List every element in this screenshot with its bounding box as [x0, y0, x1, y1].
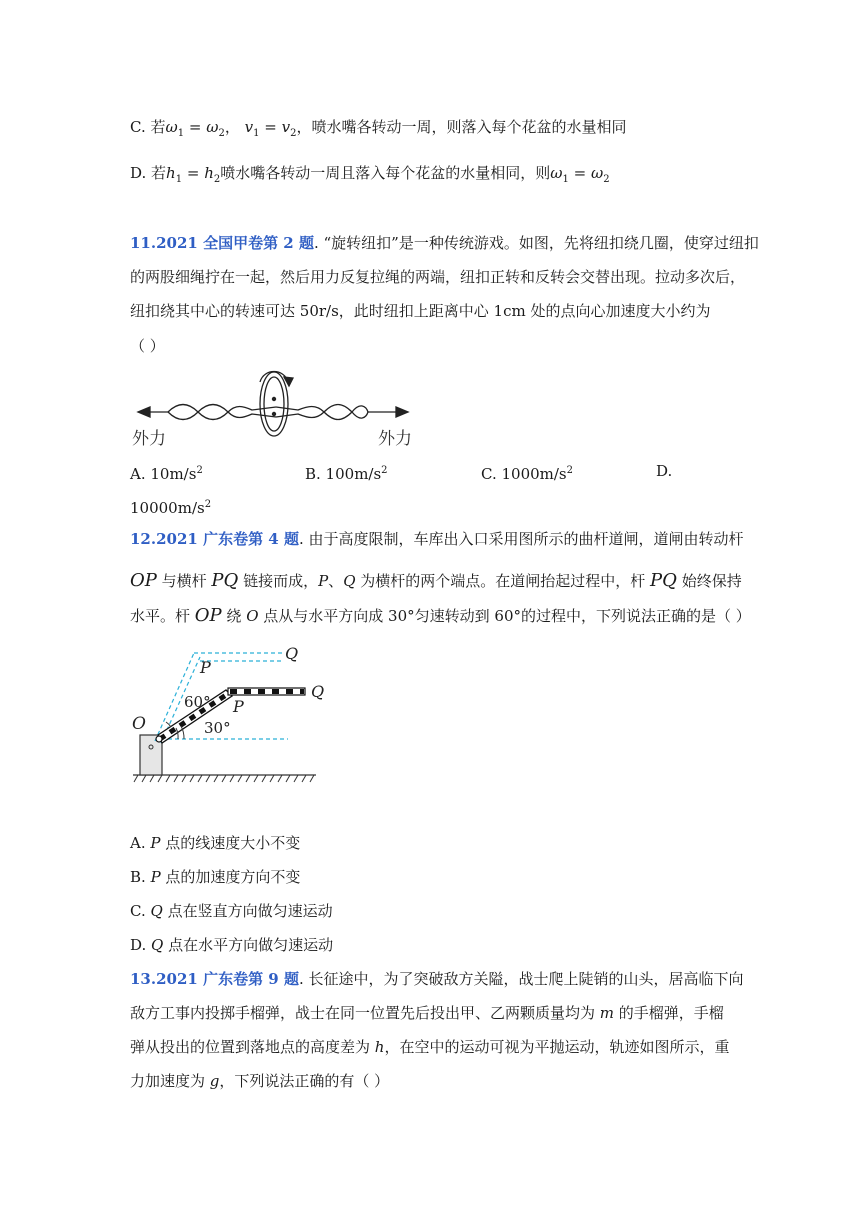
q13-line-2: 敌方工事内投掷手榴弹，战士在同一位置先后投出甲、乙两颗质量均为 m 的手榴弹，手榴: [130, 1004, 724, 1022]
q11-button-figure: [128, 362, 428, 452]
q12-fig-angle-30: 30°: [204, 719, 231, 737]
q11-fig-right-label: 外力: [378, 429, 412, 449]
q12-option-b: B. P 点的加速度方向不变: [130, 868, 301, 886]
q12-line-3: 水平。杆 OP 绕 O 点从与水平方向成 30°匀速转动到 60°的过程中，下列说法正确的是（ ）: [130, 605, 751, 626]
q11-option-d: D.: [656, 462, 673, 480]
q11-option-d-cont: $10000m/s^2$: [130, 499, 212, 517]
q12-gate-figure: [128, 635, 328, 785]
q10-option-d: D. 若$h_1 = h_2$喷水嘴各转动一周且落入每个花盆的水量相同，则$\omega_1 = \omega_2$: [130, 164, 610, 185]
q12-fig-label-p2: P: [233, 697, 244, 716]
q12-line-1: 12.2021 广东卷第 4 题. 由于高度限制，车库出入口采用图所示的曲杆道闸，道闸由转动杆: [130, 530, 744, 548]
q11-option-b: B. $100m/s^2$: [305, 465, 388, 483]
q11-option-a: A. $10m/s^2$: [130, 465, 203, 483]
q11-line-1: 11.2021 全国甲卷第 2 题. “旋转纽扣”是一种传统游戏。如图，先将纽扣绕几圈，使穿过纽扣: [130, 234, 759, 252]
q13-line-1: 13.2021 广东卷第 9 题. 长征途中，为了突破敌方关隘，战士爬上陡销的山头，居高临下向: [130, 970, 744, 988]
q11-option-c: C. $1000m/s^2$: [481, 465, 574, 483]
q12-option-c: C. Q 点在竖直方向做匀速运动: [130, 902, 333, 920]
q11-line-4: （ ）: [130, 337, 165, 355]
q11-line-3: 纽扣绕其中心的转速可达 50r/s，此时纽扣上距离中心 1cm 处的点向心加速度大小约为: [130, 302, 711, 320]
q12-option-a: A. P 点的线速度大小不变: [130, 834, 301, 852]
q10-option-c: C. 若$\omega_1 = \omega_2$， $v_1 = v_2$，喷水嘴各转动一周，则落入每个花盆的水量相同: [130, 118, 627, 139]
q11-fig-left-label: 外力: [132, 429, 166, 449]
q12-fig-label-o: O: [132, 714, 146, 734]
q13-heading: 13.2021 广东卷第 9 题: [130, 970, 299, 988]
q12-fig-label-p1: P: [200, 658, 211, 677]
q13-line-3: 弹从投出的位置到落地点的高度差为 h，在空中的运动可视为平抛运动，轨迹如图所示，重: [130, 1038, 730, 1056]
q11-line-2: 的两股细绳拧在一起，然后用力反复拉绳的两端，纽扣正转和反转会交替出现。拉动多次后，: [130, 268, 746, 286]
q12-heading: 12.2021 广东卷第 4 题: [130, 530, 299, 548]
q12-fig-label-q2: Q: [311, 682, 325, 701]
q12-fig-label-q1: Q: [285, 644, 299, 663]
q12-fig-angle-60: 60°: [184, 693, 211, 711]
q11-heading: 11.2021 全国甲卷第 2 题: [130, 234, 314, 252]
q12-option-d: D. Q 点在水平方向做匀速运动: [130, 936, 334, 954]
q13-line-4: 力加速度为 g，下列说法正确的有（ ）: [130, 1072, 390, 1090]
q12-line-2: OP 与横杆 PQ 链接而成，P、Q 为横杆的两个端点。在道闸抬起过程中，杆 PQ 始终保持: [130, 570, 742, 591]
